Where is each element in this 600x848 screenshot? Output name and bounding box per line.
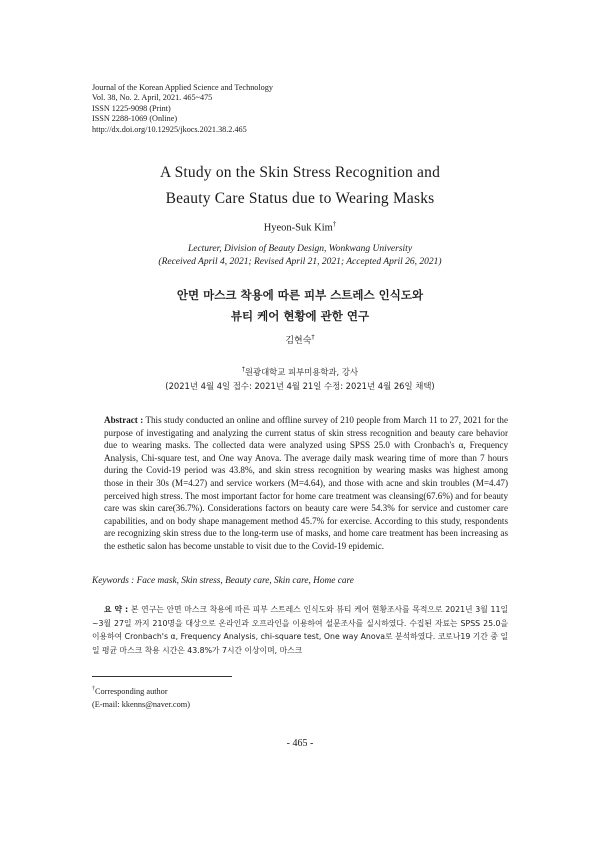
korean-author-name: 김현숙 [285, 336, 312, 346]
affiliation-line: Lecturer, Division of Beauty Design, Wonkwang University [187, 244, 413, 254]
affiliation [0, 243, 600, 269]
title-line-2: Beauty Care Status due to Wearing Masks [165, 190, 435, 207]
korean-affiliation-mark: † [241, 366, 245, 373]
journal-name: Journal of the Korean Applied Science and Technology [92, 83, 273, 92]
korean-corresponding-mark: † [311, 333, 315, 341]
korean-affiliation-line [0, 363, 600, 379]
keywords-text: Face mask, Skin stress, Beauty care, Skin care, Home care [136, 576, 354, 586]
journal-volume: Vol. 38, No. 2. April, 2021. 465~475 [92, 93, 213, 103]
korean-affiliation [0, 363, 600, 393]
korean-title [0, 285, 600, 327]
abstract-paragraph [92, 414, 508, 553]
abstract-label: Abstract : [104, 415, 144, 425]
author-name: Hyeon-Suk Kim [263, 222, 333, 234]
footnote-line-1 [92, 683, 190, 698]
korean-affiliation-text: 원광대학교 피부미용학과, 강사 [244, 366, 359, 377]
korean-title-line-1: 안면 마스크 착용에 따른 피부 스트레스 인식도와 [176, 288, 424, 302]
issn-online: ISSN 2288-1069 (Online) [92, 114, 178, 124]
korean-abstract [92, 603, 508, 657]
footnote-text: Corresponding author [95, 686, 168, 696]
keywords-label: Keywords : [92, 576, 135, 586]
footnote-mark: † [92, 686, 95, 692]
issn-print: ISSN 1225-9098 (Print) [92, 103, 171, 113]
paper-title [0, 160, 600, 212]
abstract [92, 414, 508, 553]
keywords [92, 576, 508, 586]
korean-author [0, 333, 600, 346]
corresponding-mark: † [332, 220, 337, 228]
korean-title-line-2: 뷰티 케어 현황에 관한 연구 [230, 309, 370, 323]
page-number: - 465 - [286, 738, 314, 749]
journal-info [92, 83, 273, 135]
abstract-body: This study conducted an online and offline survey of 210 people from March 11 to 27, 2021 for the purpose of investigating and analyzing the current status of skin stress recognition and beauty care behavior due to wearing masks. The collected data were analyzed using SPSS 25.0 with Cronbach's α, Frequency Analysis, Chi-square test, and One way Anova. The average daily mask wearing time of more than 7 hours during the Covid-19 period was 43.8%, and skin stress recognition by wearing masks was highest among those in their 30s (M=4.27) and service workers (M=4.64), and those with acne and skin troubles (M=4.47) perceived high stress. The most important factor for home care treatment was cleansing(67.6%) and for beauty care was skin care(36.7%). Considerations factors on beauty care were 54.3% for service and customer care capabilities, and on body shape management method 45.7% for exercise. According to this study, respondents are recognizing skin stress due to the long-term use of masks, and home care treatment has been increasing as the esthetic salon has become unstable to visit due to the Covid-19 epidemic. [104, 415, 508, 551]
korean-abstract-label: 요 약 : [104, 605, 129, 614]
received-dates: (Received April 4, 2021; Revised April 21, 2021; Accepted April 26, 2021) [158, 257, 442, 267]
doi-link[interactable]: http://dx.doi.org/10.12925/jkocs.2021.38.2.465 [92, 124, 247, 134]
footnote-email: (E-mail: kkenns@naver.com) [92, 699, 190, 709]
footnote-divider [92, 676, 232, 677]
footnote [92, 683, 190, 711]
korean-abstract-body: 본 연구는 안면 마스크 착용에 따른 피부 스트레스 인식도와 뷰티 케어 현황조사를 목적으로 2021년 3월 11일~3월 27일 까지 210명을 대상으로 온라인과 오프라인을 이용하여 설문조사를 실시하였다. 수집된 자료는 SPSS 25.0을 이용하여 Cronbach's α, Frequency Analysis, chi-square test, One way Anova로 분석하였다. 코로나19 기간 중 일일 평균 마스크 착용 시간은 43.8%가 7시간 이상이며, 마스크 [92, 605, 508, 655]
author [0, 220, 600, 234]
korean-received-dates: (2021년 4월 4일 접수: 2021년 4월 21일 수정: 2021년 4월 26일 채택) [165, 380, 435, 391]
title-line-1: A Study on the Skin Stress Recognition and [159, 164, 441, 181]
